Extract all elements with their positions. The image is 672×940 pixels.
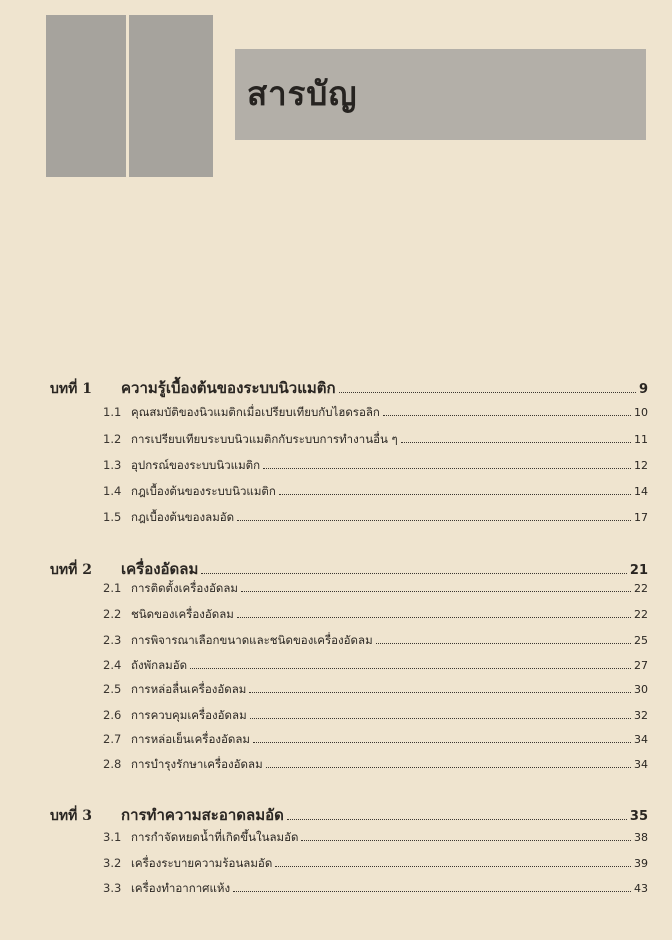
section-title: ชนิดของเครื่องอัดลม: [131, 607, 234, 621]
section-row: [103, 829, 648, 847]
section-title: กฎเบื้องต้นของลมอัด: [131, 510, 235, 524]
dot-leader: [383, 415, 631, 416]
section-title: การหล่อลื่นเครื่องอัดลม: [131, 682, 247, 696]
dot-leader: [376, 643, 631, 644]
section-number: 1.1: [103, 405, 122, 419]
section-title: เครื่องระบายความร้อนลมอัด: [131, 856, 273, 870]
dot-leader: [339, 392, 636, 393]
section-number: 3.1: [103, 830, 122, 844]
section-row: [103, 509, 648, 527]
section-title: ถังพักลมอัด: [131, 658, 188, 672]
section-title: การพิจารณาเลือกขนาดและชนิดของเครื่องอัดลม: [131, 633, 373, 647]
dot-leader: [241, 591, 631, 592]
section-row: [103, 731, 648, 749]
section-number: 2.6: [103, 708, 122, 722]
section-page-number: 22: [634, 582, 648, 595]
dot-leader: [237, 520, 631, 521]
section-row: [103, 756, 648, 774]
dot-leader: [266, 767, 631, 768]
section-row: [103, 855, 648, 873]
section-page-number: 10: [634, 406, 648, 419]
dot-leader: [287, 819, 627, 820]
dot-leader: [263, 468, 631, 469]
section-number: 1.4: [103, 484, 122, 498]
section-number: 2.4: [103, 658, 122, 672]
dot-leader: [237, 617, 631, 618]
section-number: 2.7: [103, 732, 122, 746]
section-title: อุปกรณ์ของระบบนิวแมติก: [131, 458, 261, 472]
dot-leader: [249, 692, 631, 693]
section-number: 2.3: [103, 633, 122, 647]
section-number: 2.1: [103, 581, 122, 595]
section-row: [103, 606, 648, 624]
section-page-number: 25: [634, 634, 648, 647]
section-row: [103, 707, 648, 725]
section-row: [103, 404, 648, 422]
dot-leader: [401, 442, 631, 443]
chapter-page-number: 35: [629, 809, 648, 824]
section-page-number: 38: [634, 831, 648, 844]
chapter-row: [50, 376, 648, 400]
section-title: การติดตั้งเครื่องอัดลม: [131, 581, 238, 595]
decorative-block-left: [46, 15, 126, 177]
section-row: [103, 457, 648, 475]
section-page-number: 12: [634, 459, 648, 472]
section-number: 2.2: [103, 607, 122, 621]
chapter-title: ความรู้เบื้องต้นของระบบนิวแมติก: [121, 379, 336, 397]
section-number: 3.2: [103, 856, 122, 870]
section-row: [103, 880, 648, 898]
section-title: การควบคุมเครื่องอัดลม: [131, 708, 247, 722]
section-page-number: 11: [634, 433, 648, 446]
dot-leader: [275, 866, 631, 867]
section-page-number: 14: [634, 485, 648, 498]
section-page-number: 34: [634, 733, 648, 746]
dot-leader: [301, 840, 631, 841]
dot-leader: [250, 718, 631, 719]
chapter-label: บทที่ 3: [50, 808, 92, 824]
section-page-number: 39: [634, 857, 648, 870]
dot-leader: [233, 891, 631, 892]
section-title: กฎเบื้องต้นของระบบนิวแมติก: [131, 484, 276, 498]
section-row: [103, 483, 648, 501]
section-title: การเปรียบเทียบระบบนิวแมติกกับระบบการทำงานอื่น ๆ: [131, 432, 398, 446]
section-row: [103, 431, 648, 449]
dot-leader: [279, 494, 631, 495]
section-row: [103, 580, 648, 598]
section-page-number: 34: [634, 758, 648, 771]
section-number: 3.3: [103, 881, 122, 895]
section-title: การกำจัดหยดน้ำที่เกิดขึ้นในลมอัด: [131, 830, 299, 844]
page-title: สารบัญ: [247, 74, 358, 113]
section-title: เครื่องทำอากาศแห้ง: [131, 881, 231, 895]
section-page-number: 30: [634, 683, 648, 696]
dot-leader: [253, 742, 631, 743]
section-row: [103, 657, 648, 675]
section-title: การหล่อเย็นเครื่องอัดลม: [131, 732, 250, 746]
chapter-row: [50, 803, 648, 827]
chapter-label: บทที่ 1: [50, 381, 92, 397]
chapter-row: [50, 557, 648, 581]
section-number: 1.5: [103, 510, 122, 524]
section-number: 1.2: [103, 432, 122, 446]
dot-leader: [190, 668, 631, 669]
section-page-number: 22: [634, 608, 648, 621]
chapter-label: บทที่ 2: [50, 562, 92, 578]
section-page-number: 32: [634, 709, 648, 722]
section-page-number: 43: [634, 882, 648, 895]
section-page-number: 27: [634, 659, 648, 672]
decorative-block-right: [129, 15, 213, 177]
section-row: [103, 681, 648, 699]
chapter-page-number: 9: [638, 382, 648, 397]
section-number: 2.5: [103, 682, 122, 696]
section-row: [103, 632, 648, 650]
section-title: คุณสมบัติของนิวแมติกเมื่อเปรียบเทียบกับไฮดรอลิก: [131, 405, 380, 419]
chapter-title: เครื่องอัดลม: [121, 560, 199, 578]
section-page-number: 17: [634, 511, 648, 524]
chapter-page-number: 21: [629, 563, 648, 578]
dot-leader: [201, 573, 627, 574]
section-title: การบำรุงรักษาเครื่องอัดลม: [131, 757, 263, 771]
chapter-title: การทำความสะอาดลมอัด: [121, 806, 284, 824]
section-number: 1.3: [103, 458, 122, 472]
section-number: 2.8: [103, 757, 122, 771]
